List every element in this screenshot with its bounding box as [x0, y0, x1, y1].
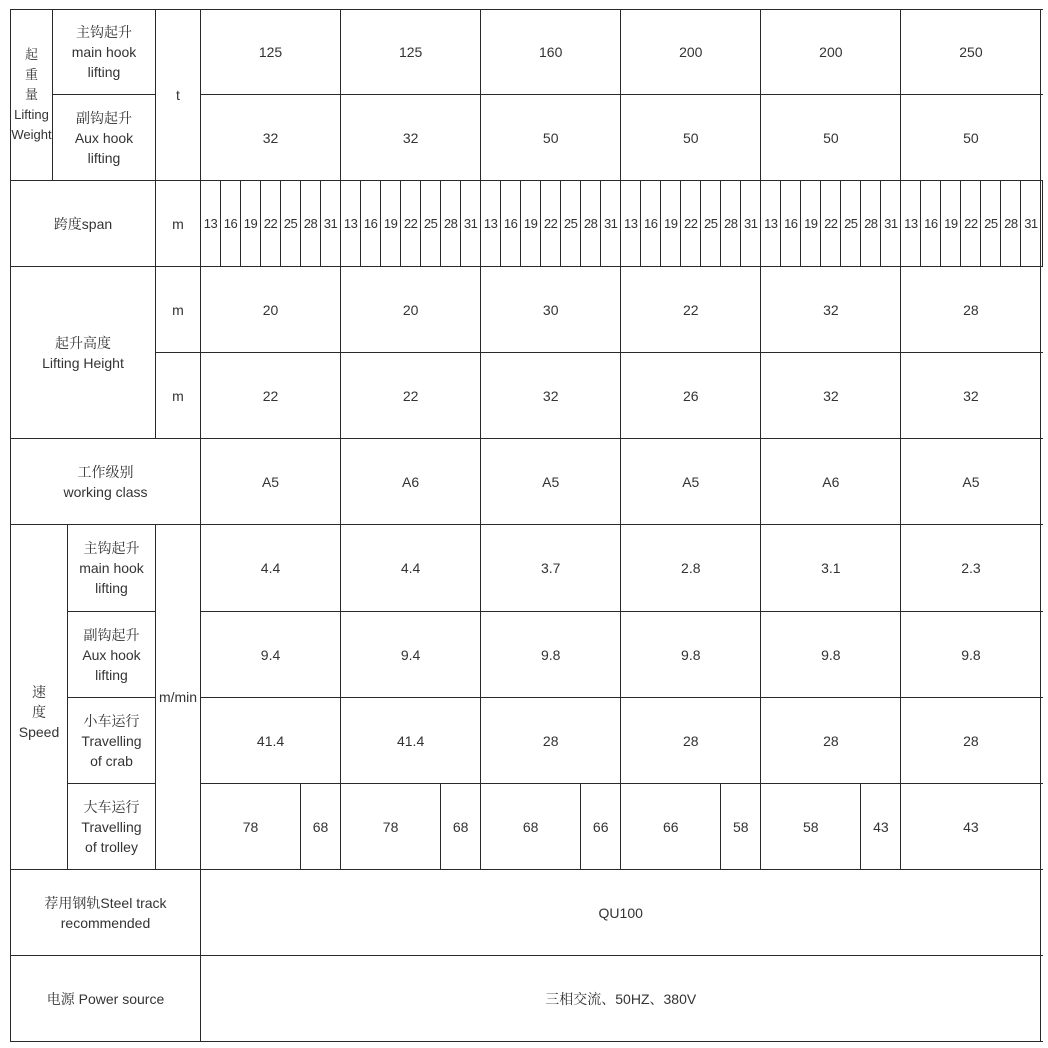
- speed-aux-label-line-2: Aux hook: [82, 646, 141, 663]
- speed-crab-label-line-2: Travelling: [81, 732, 142, 749]
- spacer-cell: [1041, 95, 1043, 181]
- span-value: 25: [701, 181, 721, 267]
- lifting-weight-main-value: 160: [481, 10, 621, 95]
- speed-label-line-1: 速: [32, 684, 46, 700]
- lifting-height-label-line-2: Lifting Height: [42, 354, 124, 371]
- span-value: 13: [481, 181, 501, 267]
- span-value: 28: [1001, 181, 1021, 267]
- lifting-weight-main-value: 125: [341, 10, 481, 95]
- power-source-label: 电源 Power source: [11, 956, 201, 1042]
- speed-main-label: [68, 525, 156, 612]
- speed-trolley-value: 58: [721, 784, 761, 870]
- lifting-weight-label-line-2: 重: [24, 67, 38, 82]
- speed-crab-label-line-1: 小车运行: [83, 712, 140, 729]
- span-value: 28: [721, 181, 741, 267]
- speed-main-value: 2.8: [621, 525, 761, 612]
- lifting-weight-aux-value: 50: [481, 95, 621, 181]
- span-value: 16: [781, 181, 801, 267]
- span-value: 31: [741, 181, 761, 267]
- speed-trolley-value: 78: [341, 784, 441, 870]
- span-value: 31: [461, 181, 481, 267]
- working-class-value: A5: [621, 439, 761, 525]
- span-value: 22: [681, 181, 701, 267]
- lifting-weight-label-line-1: 起: [24, 47, 38, 62]
- lifting-weight-aux-label-line-3: lifting: [87, 149, 121, 166]
- speed-main-label-line-3: lifting: [95, 580, 128, 596]
- steel-track-label-line-1: 荐用钢轨Steel track: [44, 894, 167, 911]
- spacer-cell: [1041, 612, 1043, 698]
- span-value: 28: [581, 181, 601, 267]
- lifting-weight-main-label-line-3: lifting: [87, 64, 121, 80]
- span-value: 31: [1021, 181, 1041, 267]
- lifting-weight-main-value: 250: [901, 10, 1041, 95]
- speed-trolley-value: 43: [861, 784, 901, 870]
- span-value: 31: [601, 181, 621, 267]
- lifting-height-main-value: 32: [761, 267, 901, 353]
- working-class-value: A5: [901, 439, 1041, 525]
- span-value: 19: [801, 181, 821, 267]
- speed-trolley-label-line-2: Travelling: [81, 818, 142, 835]
- spacer-cell: [1041, 956, 1043, 1042]
- lifting-weight-label: [11, 10, 53, 181]
- span-value: 25: [421, 181, 441, 267]
- span-value: 16: [921, 181, 941, 267]
- speed-main-label-line-1: 主钩起升: [83, 540, 140, 556]
- speed-trolley-label: [68, 784, 156, 870]
- speed-trolley-value: 43: [901, 784, 1041, 870]
- lifting-height-main-value: 30: [481, 267, 621, 353]
- lifting-weight-main-value: 200: [621, 10, 761, 95]
- spacer-cell: [1041, 698, 1043, 784]
- lifting-height-main-value: 22: [621, 267, 761, 353]
- lifting-weight-aux-label: [53, 95, 156, 181]
- lifting-height-aux-value: 32: [901, 353, 1041, 439]
- lifting-weight-aux-value: 32: [341, 95, 481, 181]
- lifting-weight-aux-label-line-2: Aux hook: [74, 129, 134, 146]
- span-value: 28: [861, 181, 881, 267]
- speed-trolley-value: 68: [481, 784, 581, 870]
- speed-aux-label: [68, 612, 156, 698]
- speed-main-value: 4.4: [201, 525, 341, 612]
- spacer-cell: [1041, 870, 1043, 956]
- speed-label-line-2: 度: [32, 704, 46, 720]
- spacer-cell: [1041, 525, 1043, 612]
- speed-label: [11, 525, 68, 870]
- span-unit: m: [156, 181, 201, 267]
- span-value: 28: [441, 181, 461, 267]
- speed-trolley-value: 58: [761, 784, 861, 870]
- speed-aux-value: 9.8: [901, 612, 1041, 698]
- spacer-cell: [1041, 439, 1043, 525]
- span-label: 跨度span: [11, 181, 156, 267]
- speed-aux-value: 9.8: [481, 612, 621, 698]
- steel-track-label: [11, 870, 201, 956]
- lifting-height-aux-value: 26: [621, 353, 761, 439]
- speed-crab-value: 28: [481, 698, 621, 784]
- working-class-label: [11, 439, 201, 525]
- working-class-value: A6: [761, 439, 901, 525]
- speed-trolley-value: 66: [621, 784, 721, 870]
- speed-crab-value: 41.4: [201, 698, 341, 784]
- span-value: 25: [281, 181, 301, 267]
- spacer-cell: [1041, 267, 1043, 353]
- lifting-weight-main-value: 125: [201, 10, 341, 95]
- spacer-cell: [1041, 181, 1043, 267]
- lifting-weight-aux-value: 50: [901, 95, 1041, 181]
- working-class-value: A5: [201, 439, 341, 525]
- span-value: 25: [561, 181, 581, 267]
- speed-aux-value: 9.8: [761, 612, 901, 698]
- lifting-height-main-value: 20: [341, 267, 481, 353]
- span-value: 16: [221, 181, 241, 267]
- speed-trolley-value: 66: [581, 784, 621, 870]
- speed-main-value: 4.4: [341, 525, 481, 612]
- speed-trolley-value: 68: [441, 784, 481, 870]
- span-value: 22: [821, 181, 841, 267]
- span-value: 13: [901, 181, 921, 267]
- span-value: 16: [501, 181, 521, 267]
- spacer-cell: [1041, 353, 1043, 439]
- span-value: 19: [941, 181, 961, 267]
- speed-crab-value: 28: [901, 698, 1041, 784]
- span-value: 16: [641, 181, 661, 267]
- span-value: 13: [341, 181, 361, 267]
- working-class-label-line-1: 工作级别: [77, 463, 134, 480]
- span-value: 19: [381, 181, 401, 267]
- lifting-weight-aux-label-line-1: 副钩起升: [76, 109, 132, 126]
- working-class-value: A6: [341, 439, 481, 525]
- lifting-height-aux-value: 32: [761, 353, 901, 439]
- lifting-weight-main-label-line-2: main hook: [71, 44, 137, 60]
- spacer-cell: [1041, 10, 1043, 95]
- power-source-value: 三相交流、50HZ、380V: [201, 956, 1041, 1042]
- steel-track-value: QU100: [201, 870, 1041, 956]
- lifting-height-aux-unit: m: [156, 353, 201, 439]
- span-value: 22: [541, 181, 561, 267]
- span-value: 22: [401, 181, 421, 267]
- span-value: 22: [961, 181, 981, 267]
- speed-main-value: 3.1: [761, 525, 901, 612]
- span-value: 22: [261, 181, 281, 267]
- lifting-weight-label-line-3: 量: [24, 87, 38, 102]
- lifting-height-label: [11, 267, 156, 439]
- span-value: 31: [321, 181, 341, 267]
- speed-aux-value: 9.4: [201, 612, 341, 698]
- span-value: 31: [881, 181, 901, 267]
- speed-crab-label-line-3: of crab: [90, 752, 133, 769]
- speed-label-line-3: Speed: [18, 724, 60, 740]
- speed-crab-value: 28: [621, 698, 761, 784]
- speed-main-value: 2.3: [901, 525, 1041, 612]
- span-value: 13: [621, 181, 641, 267]
- span-value: 25: [841, 181, 861, 267]
- lifting-weight-main-label-line-1: 主钩起升: [76, 24, 132, 40]
- steel-track-label-line-2: recommended: [60, 914, 151, 931]
- lifting-height-main-unit: m: [156, 267, 201, 353]
- lifting-height-label-line-1: 起升高度: [55, 334, 111, 351]
- speed-main-label-line-2: main hook: [79, 560, 144, 576]
- lifting-height-aux-value: 22: [201, 353, 341, 439]
- working-class-value: A5: [481, 439, 621, 525]
- speed-trolley-value: 68: [301, 784, 341, 870]
- lifting-height-main-value: 20: [201, 267, 341, 353]
- speed-trolley-value: 78: [201, 784, 301, 870]
- speed-unit: m/min: [156, 525, 201, 870]
- span-value: 19: [661, 181, 681, 267]
- speed-aux-label-line-3: lifting: [95, 666, 128, 683]
- speed-crab-value: 28: [761, 698, 901, 784]
- speed-main-value: 3.7: [481, 525, 621, 612]
- speed-crab-value: 41.4: [341, 698, 481, 784]
- span-value: 13: [761, 181, 781, 267]
- spacer-cell: [1041, 784, 1043, 870]
- lifting-weight-main-value: 200: [761, 10, 901, 95]
- speed-aux-label-line-1: 副钩起升: [83, 626, 140, 643]
- lifting-weight-unit: t: [156, 10, 201, 181]
- lifting-weight-label-line-5: Weight: [11, 127, 52, 142]
- speed-aux-value: 9.8: [621, 612, 761, 698]
- speed-aux-value: 9.4: [341, 612, 481, 698]
- span-value: 13: [201, 181, 221, 267]
- lifting-weight-aux-value: 50: [761, 95, 901, 181]
- lifting-height-main-value: 28: [901, 267, 1041, 353]
- lifting-weight-label-line-4: Lifting: [14, 107, 49, 122]
- span-value: 19: [521, 181, 541, 267]
- speed-trolley-label-line-1: 大车运行: [83, 798, 140, 815]
- span-value: 16: [361, 181, 381, 267]
- span-value: 25: [981, 181, 1001, 267]
- speed-trolley-label-line-3: of trolley: [85, 838, 138, 855]
- lifting-height-aux-value: 22: [341, 353, 481, 439]
- lifting-weight-aux-value: 50: [621, 95, 761, 181]
- speed-crab-label: [68, 698, 156, 784]
- crane-spec-table: [10, 9, 1043, 1042]
- span-value: 19: [241, 181, 261, 267]
- span-value: 28: [301, 181, 321, 267]
- lifting-weight-main-label: [53, 10, 156, 95]
- lifting-weight-aux-value: 32: [201, 95, 341, 181]
- lifting-height-aux-value: 32: [481, 353, 621, 439]
- working-class-label-line-2: working class: [63, 483, 148, 500]
